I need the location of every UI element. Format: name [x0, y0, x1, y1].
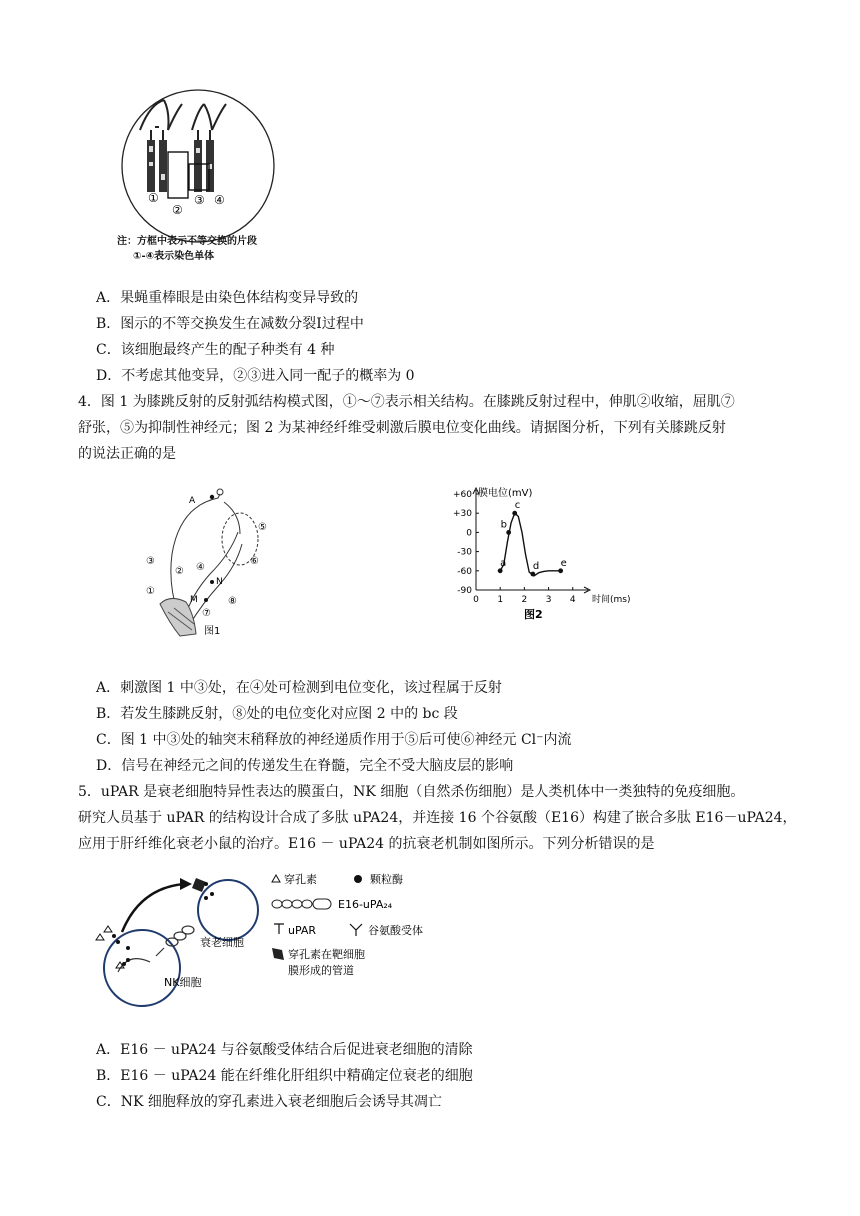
fig1-label-N: N: [216, 577, 223, 587]
q3-option-d: D．不考虑其他变异，②③进入同一配子的概率为 0: [96, 368, 415, 384]
q5-stem-1: 5．uPAR 是衰老细胞特异性表达的膜蛋白，NK 细胞（自然杀伤细胞）是人类机体中一类独特的免疫细胞。: [78, 784, 745, 800]
chromosome-note-1: 注：方框中表示不等交换的片段: [117, 236, 257, 247]
perforin-legend-icon: [272, 875, 280, 882]
legend-peptide: E16-uPA₂₄: [338, 898, 393, 911]
chromatid-pair-left: [140, 100, 182, 130]
point-label-b: b: [500, 519, 508, 531]
fig1-label-M: M: [190, 595, 198, 605]
q4-stem-1: 4．图 1 为膝跳反射的反射弧结构模式图，①～⑦表示相关结构。在膝跳反射过程中，伸肌②收缩，屈肌⑦: [78, 394, 735, 410]
y-tick-label: -30: [457, 547, 472, 558]
q4-option-d: D．信号在神经元之间的传递发生在脊髓，完全不受大脑皮层的影响: [96, 758, 514, 774]
legend-glu-receptor: 谷氨酸受体: [368, 924, 423, 937]
q5-stem-2: 研究人员基于 uPAR 的结构设计合成了多肽 uPA24，并连接 16 个谷氨酸（E16）构建了嵌合多肽 E16－uPA24，: [78, 810, 797, 826]
fig1-label-4: ④: [196, 562, 205, 573]
point-e: [558, 568, 563, 573]
channel-legend-icon: [272, 948, 284, 960]
q5-stem-3: 应用于肝纤维化衰老小鼠的治疗。E16 － uPA24 的抗衰老机制如图所示。下列分析错误的是: [78, 836, 655, 852]
upar-legend-icon: [274, 924, 284, 934]
point-d: [530, 572, 535, 577]
q4-option-c: C．图 1 中③处的轴突末稍释放的神经递质作用于⑤后可使⑥神经元 Cl⁻内流: [96, 732, 572, 748]
glu-receptor-legend-icon: [350, 924, 362, 936]
reflex-arc-figure: [140, 484, 280, 644]
label-3: ③: [194, 193, 205, 207]
legend-upar: uPAR: [288, 924, 317, 937]
fig1-caption: 图1: [204, 626, 221, 637]
q3-option-c: C．该细胞最终产生的配子种类有 4 种: [96, 342, 335, 358]
legend-perforin: 穿孔素: [284, 873, 317, 886]
fig1-label-7: ⑦: [202, 608, 211, 619]
nk-cell-diagram: [88, 868, 428, 1000]
fig1-label-A: A: [189, 496, 196, 506]
point-label-a: a: [500, 557, 507, 569]
x-tick-label: 3: [545, 595, 552, 605]
x-tick-label: 1: [497, 595, 504, 605]
membrane-potential-chart: [420, 484, 631, 624]
legend-channel-1: 穿孔素在靶细胞: [288, 948, 365, 961]
point-a: [498, 568, 503, 573]
point-b: [506, 530, 511, 535]
membrane-potential-svg: [420, 484, 631, 624]
x-tick-label: 0: [473, 595, 479, 605]
exchange-box-left: [168, 152, 188, 198]
x-tick-label: 4: [569, 595, 576, 605]
potential-curve: [498, 513, 561, 576]
chromosome-note-2: ①-④表示染色单体: [133, 251, 215, 262]
x-axis-label: 时间(ms): [592, 595, 631, 605]
y-axis-label: 膜电位(mV): [478, 488, 533, 499]
y-tick-label: +30: [453, 509, 472, 520]
y-tick-label: +60: [453, 490, 472, 500]
y-tick-label: -90: [457, 586, 472, 596]
label-2: ②: [172, 203, 183, 217]
q3-option-b: B．图示的不等交换发生在减数分裂Ⅰ过程中: [96, 316, 364, 332]
fig1-label-6: ⑥: [250, 556, 259, 567]
q4-option-a: A．刺激图 1 中③处，在④处可检测到电位变化，该过程属于反射: [96, 680, 502, 696]
legend-channel-2: 膜形成的管道: [288, 964, 354, 977]
point-label-d: d: [532, 561, 540, 572]
label-4: ④: [214, 193, 225, 207]
point-label-c: c: [514, 500, 521, 512]
pore-mark: [192, 878, 206, 892]
fig1-label-5: ⑤: [258, 522, 267, 533]
fig1-label-1: ①: [146, 586, 155, 597]
point-c: [512, 511, 517, 516]
q5-option-a: A．E16 － uPA24 与谷氨酸受体结合后促进衰老细胞的清除: [96, 1042, 473, 1058]
senescent-cell-circle: [198, 880, 258, 940]
label-1: ①: [148, 191, 159, 205]
legend: [272, 872, 423, 977]
nk-cell-label: NK细胞: [164, 976, 202, 989]
q4-option-b: B．若发生膝跳反射，⑧处的电位变化对应图 2 中的 bc 段: [96, 706, 458, 722]
fig2-caption: 图2: [524, 608, 543, 621]
q5-option-c: C．NK 细胞释放的穿孔素进入衰老细胞后会诱导其凋亡: [96, 1094, 442, 1110]
y-tick-label: 0: [466, 528, 472, 539]
q4-stem-2: 舒张，⑤为抑制性神经元；图 2 为某神经纤维受刺激后膜电位变化曲线。请据图分析，下列有关膝跳反射: [78, 420, 726, 436]
fig1-label-2: ②: [175, 566, 184, 577]
peptide-legend-icon: [272, 899, 331, 909]
x-tick-label: 2: [521, 595, 528, 605]
point-label-e: e: [560, 557, 567, 569]
q3-option-a: A．果蝇重棒眼是由染色体结构变异导致的: [96, 290, 359, 306]
fig1-label-3: ③: [146, 556, 155, 567]
legend-granzyme: 颗粒酶: [370, 873, 403, 886]
reflex-arc-diagram: [140, 484, 280, 644]
granzyme-legend-icon: [354, 875, 362, 883]
nk-cell-figure: [88, 868, 428, 1000]
senescent-cell-label: 衰老细胞: [200, 936, 244, 949]
fig1-label-8: ⑧: [228, 596, 237, 607]
y-tick-label: -60: [457, 566, 472, 577]
q4-stem-3: 的说法正确的是: [78, 446, 176, 462]
q5-option-b: B．E16 － uPA24 能在纤维化肝组织中精确定位衰老的细胞: [96, 1068, 473, 1084]
